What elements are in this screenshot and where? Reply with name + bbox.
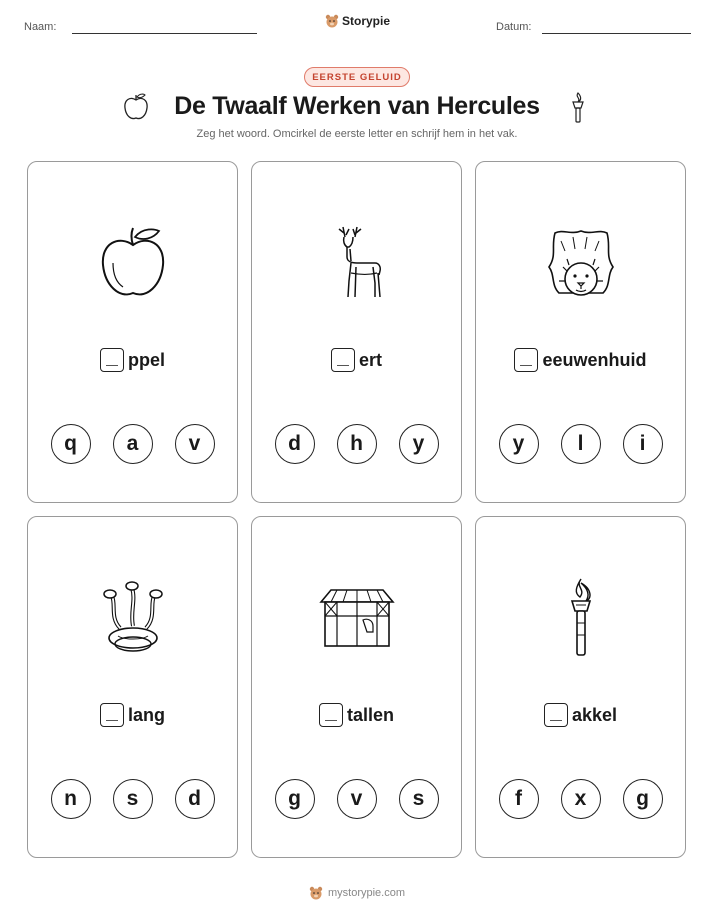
deer-icon <box>327 223 387 303</box>
word-remainder: eeuwenhuid <box>542 349 647 370</box>
brand-name: Storypie <box>342 14 391 28</box>
answer-box[interactable] <box>514 348 538 372</box>
lion-skin-icon <box>541 223 621 303</box>
word-row <box>28 703 237 727</box>
footer <box>0 886 714 900</box>
date-line <box>542 33 691 34</box>
letter-option[interactable]: v <box>337 779 377 819</box>
answer-box[interactable] <box>544 703 568 727</box>
letter-option[interactable]: n <box>51 779 91 819</box>
apple-icon <box>93 223 173 303</box>
letter-options <box>28 424 237 464</box>
exercise-card <box>251 161 462 503</box>
card-picture <box>531 220 631 305</box>
hydra-icon <box>98 578 168 658</box>
answer-box[interactable] <box>331 348 355 372</box>
word-row <box>476 703 685 727</box>
letter-option[interactable]: y <box>399 424 439 464</box>
word-row <box>252 348 461 372</box>
bear-icon <box>325 14 339 28</box>
letter-option[interactable]: s <box>113 779 153 819</box>
letter-options <box>252 424 461 464</box>
letter-option[interactable]: v <box>175 424 215 464</box>
letter-option[interactable]: l <box>561 424 601 464</box>
word-remainder: akkel <box>571 704 618 725</box>
card-picture <box>307 575 407 660</box>
word-remainder: lang <box>127 704 165 725</box>
card-picture <box>83 575 183 660</box>
letter-options <box>476 779 685 819</box>
date-label: Datum: <box>496 21 532 33</box>
word-remainder: ert <box>358 349 382 370</box>
letter-option[interactable]: x <box>561 779 601 819</box>
bear-icon <box>309 886 323 900</box>
letter-option[interactable]: y <box>499 424 539 464</box>
letter-option[interactable]: h <box>337 424 377 464</box>
word-row <box>476 348 685 372</box>
name-label: Naam: <box>24 21 57 33</box>
letter-option[interactable]: i <box>623 424 663 464</box>
letter-option[interactable]: a <box>113 424 153 464</box>
letter-option[interactable]: g <box>623 779 663 819</box>
answer-box[interactable] <box>100 348 124 372</box>
letter-option[interactable]: f <box>499 779 539 819</box>
word-remainder: ppel <box>127 349 165 370</box>
category-badge: EERSTE GELUID <box>304 67 410 87</box>
answer-box[interactable] <box>100 703 124 727</box>
card-picture <box>307 220 407 305</box>
footer-url[interactable]: mystorypie.com <box>327 887 406 899</box>
exercise-card <box>251 516 462 858</box>
worksheet-header <box>0 0 714 50</box>
exercise-card <box>475 516 686 858</box>
letter-option[interactable]: q <box>51 424 91 464</box>
letter-option[interactable]: d <box>275 424 315 464</box>
instructions: Zeg het woord. Omcirkel de eerste letter en schrijf hem in het vak. <box>196 128 518 140</box>
brand-logo <box>325 14 390 28</box>
exercise-card <box>27 161 238 503</box>
letter-options <box>476 424 685 464</box>
letter-options <box>252 779 461 819</box>
word-row <box>28 348 237 372</box>
card-picture <box>531 575 631 660</box>
card-picture <box>83 220 183 305</box>
word-remainder: tallen <box>346 704 394 725</box>
stable-icon <box>317 586 397 650</box>
answer-box[interactable] <box>319 703 343 727</box>
torch-icon <box>566 577 596 659</box>
name-line <box>72 33 257 34</box>
letter-option[interactable]: g <box>275 779 315 819</box>
exercise-card <box>475 161 686 503</box>
letter-option[interactable]: d <box>175 779 215 819</box>
page-title: De Twaalf Werken van Hercules <box>174 92 540 120</box>
exercise-card <box>27 516 238 858</box>
torch-icon <box>569 91 587 125</box>
word-row <box>252 703 461 727</box>
letter-option[interactable]: s <box>399 779 439 819</box>
letter-options <box>28 779 237 819</box>
